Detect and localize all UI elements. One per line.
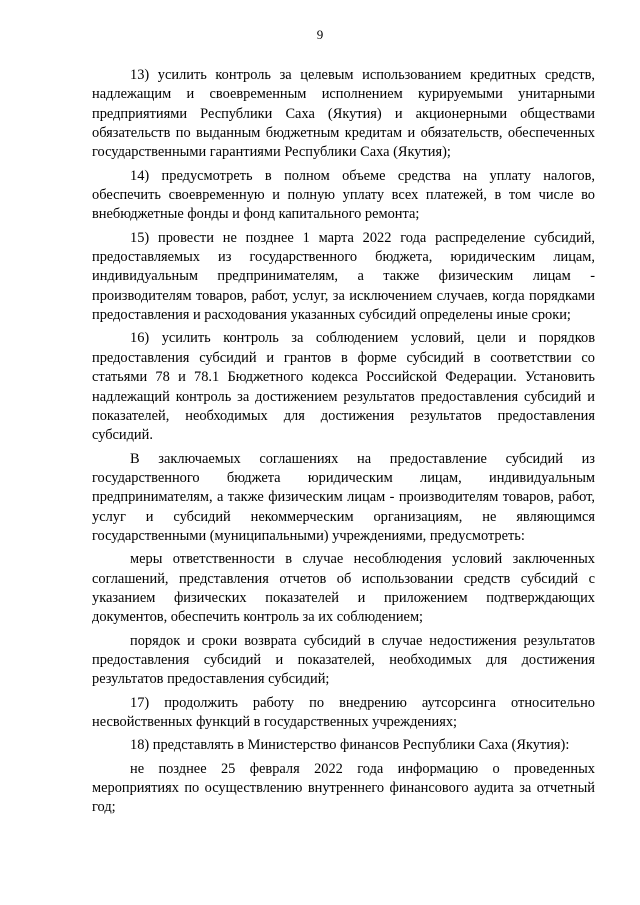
document-body [92, 66, 595, 818]
paragraph-return-procedure: порядок и сроки возврата субсидий в случае недостижения результатов предоставления субсидий и показателей, необходимых для достижения результатов предоставления субсидий; [92, 632, 595, 688]
paragraph-item-15: 15) провести не позднее 1 марта 2022 года распределение субсидий, предоставляемых из государственного бюджета, юридическим лицам, индивидуальным предпринимателям, а также физическим лицам - производителям товаров, работ, услуг, за исключением случаев, когда порядками предоставления и расходования указанных субсидий определены иные сроки; [92, 229, 595, 324]
paragraph-item-18: 18) представлять в Министерство финансов Республики Саха (Якутия): [130, 737, 570, 754]
paragraph-agreements: В заключаемых соглашениях на предоставление субсидий из государственного бюджета юридическим лицам, индивидуальным предпринимателям, а также физическим лицам - производителям товаров, работ, услуг и субсидий некоммерческим организациям, не являющимся государственными (муниципальными) учреждениями, предусмотреть: [92, 450, 595, 544]
paragraph-item-14: 14) предусмотреть в полном объеме средства на уплату налогов, обеспечить своевременную и полную уплату всех платежей, в том числе во внебюджетные фонды и фонд капитального ремонта; [92, 167, 595, 223]
paragraph-item-17: 17) продолжить работу по внедрению аутсорсинга относительно несвойственных функций в государственных учреждениях; [92, 694, 595, 730]
paragraph-item-16: 16) усилить контроль за соблюдением условий, цели и порядков предоставления субсидий и грантов в форме субсидий в соответствии со статьями 78 и 78.1 Бюджетного кодекса Российской Федерации. Установить надлежащий контроль за достижением результатов предоставления субсидий и показателей, необходимых для достижения результатов предоставления субсидий. [92, 330, 595, 444]
page-number: 9 [316, 27, 324, 42]
paragraph-audit-deadline: не позднее 25 февраля 2022 года информацию о проведенных мероприятиях по осуществлению внутреннего финансового аудита за отчетный год; [92, 760, 595, 816]
paragraph-responsibility-measures: меры ответственности в случае несоблюдения условий заключенных соглашений, представления отчетов об использовании средств субсидий с указанием физических показателей и приложением подтверждающих документов, обеспечить контроль за их соблюдением; [92, 551, 595, 626]
paragraph-item-13: 13) усилить контроль за целевым использованием кредитных средств, надлежащим и своевременным исполнением курируемыми унитарными предприятиями Республики Саха (Якутия) и акционерными обществами обязательств по выданным бюджетным кредитам и обязательств, обеспеченных государственными гарантиями Республики Саха (Якутия); [92, 67, 595, 161]
